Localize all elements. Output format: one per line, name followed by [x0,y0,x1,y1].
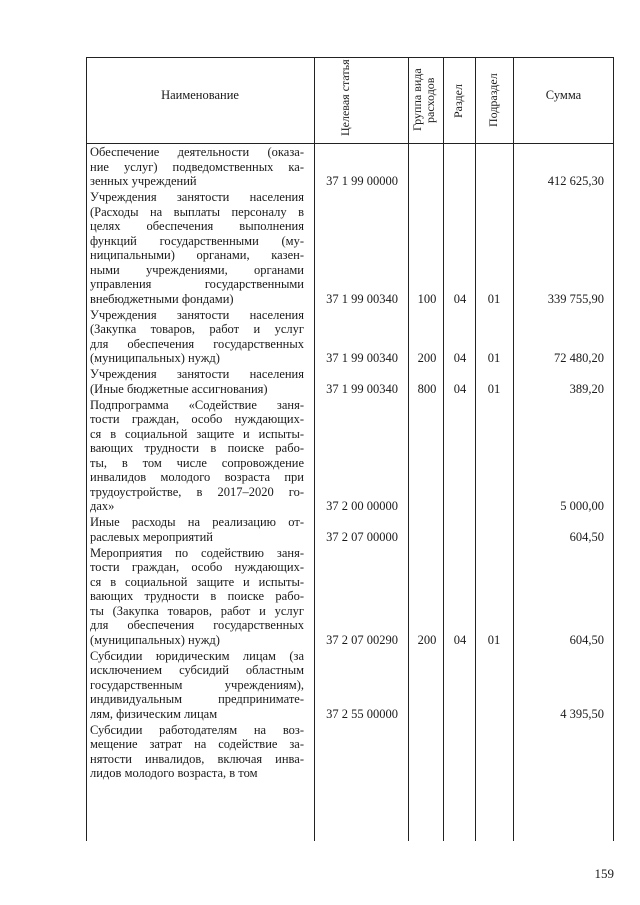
row-name-line: трудоустройстве, в 2017–2020 го- [90,484,304,499]
row-name [90,546,304,648]
header-group [411,60,441,140]
row-name [90,367,304,396]
row-sum: 4 395,50 [560,706,604,721]
row-name-line: зенных учреждений [90,174,197,188]
header-sum: Сумма [545,88,582,102]
row-name-line: вающих трудности в поиске рабо- [90,441,304,455]
header-group-text: Группа вида расходов [410,68,437,132]
row-name-line: ты (Закупка товаров, работ и услуг [90,603,304,618]
row-name-line: вающих трудности в поиске рабо- [90,589,304,603]
column-divider [443,57,444,841]
row-code: 37 1 99 00340 [326,291,398,306]
row-name [90,308,304,366]
row-name-line: (муниципальных) нужд) [90,351,220,365]
row-name [90,723,304,781]
row-subsection: 01 [487,632,501,647]
row-name-line: Обеспечение деятельности (оказа- [90,145,304,159]
row-name-line: ся в социальной защите и испыты- [90,574,304,589]
header-subsection: Подраздел [486,73,500,127]
row-name-line: (Иные бюджетные ассигнования) [90,381,268,396]
header-section: Раздел [451,84,465,118]
row-name-line: лям, физическим лицам [90,706,218,721]
row-sum: 5 000,00 [560,499,604,513]
row-name-line: Иные расходы на реализацию от- [90,515,304,529]
row-name-line: Мероприятия по содействию заня- [90,545,304,560]
row-code: 37 2 55 00000 [326,706,398,721]
page-number: 159 [594,866,614,881]
row-subsection: 01 [487,351,501,365]
row-name-line: ты, в том числе сопровождение [90,455,304,470]
row-name-line: тости граждан, особо нуждающих- [90,412,304,426]
row-name-line: Учреждения занятости населения [90,307,304,322]
row-name-line: (муниципальных) нужд) [90,632,220,647]
row-name-line: тости граждан, особо нуждающих- [90,560,304,574]
header-code: Целевая статья [338,59,352,136]
header-name: Наименование [161,88,239,102]
row-sum: 604,50 [569,529,604,544]
row-name-line: Учреждения занятости населения [90,367,304,381]
row-group: 800 [417,381,437,396]
column-divider [475,57,476,841]
row-name-line: исключением субсидий областным [90,663,304,677]
column-divider [513,57,514,841]
row-name-line: Учреждения занятости населения [90,190,304,204]
row-name-line: инвалидов молодого возраста при [90,470,304,484]
row-section: 04 [453,291,467,306]
row-name-line: функций государственными (му- [90,233,304,248]
row-code: 37 1 99 00340 [326,351,398,365]
row-name-line: ся в социальной защите и испыты- [90,426,304,441]
row-name-line: ниципальными) органами, казен- [90,248,304,262]
row-name-line: дах» [90,499,115,513]
row-name-line: для обеспечения государственных [90,336,304,351]
row-code: 37 2 07 00290 [326,632,398,647]
row-name-line: Подпрограмма «Содействие заня- [90,397,304,412]
header-divider [86,143,614,144]
row-name [90,398,304,514]
row-name-line: Субсидии юридическим лицам (за [90,648,304,663]
row-name-line: целях обеспечения выполнения [90,219,304,233]
row-name-line: Субсидии работодателям на воз- [90,722,304,737]
column-divider [408,57,409,841]
row-sum: 604,50 [569,632,604,647]
row-name-line: ными учреждениями, органами [90,262,304,277]
row-name-line: ние услуг) подведомственных ка- [90,159,304,174]
row-name-line: управления государственными [90,277,304,291]
row-name-line: (Закупка товаров, работ и услуг [90,322,304,336]
row-sum: 72 480,20 [554,351,604,365]
row-name [90,190,304,306]
row-section: 04 [453,381,467,396]
row-name-line: раслевых мероприятий [90,529,213,544]
row-sum: 389,20 [569,381,604,396]
row-code: 37 1 99 00000 [326,174,398,188]
row-code: 37 2 07 00000 [326,529,398,544]
row-name-line: нятости инвалидов, включая инва- [90,751,304,766]
column-divider [314,57,315,841]
row-code: 37 2 00 00000 [326,499,398,513]
row-sum: 412 625,30 [547,174,604,188]
row-name-line: индивидуальным предпринимате- [90,692,304,706]
row-name-line: внебюджетными фондами) [90,291,234,306]
row-section: 04 [453,632,467,647]
row-name [90,649,304,722]
row-group: 100 [417,291,437,306]
row-name-line: лидов молодого возраста, в том [90,766,258,780]
row-name-line: (Расходы на выплаты персоналу в [90,204,304,219]
row-group: 200 [417,632,437,647]
row-name-line: государственным учреждениям), [90,677,304,692]
row-name-line: мещение затрат на содействие за- [90,737,304,751]
row-code: 37 1 99 00340 [326,381,398,396]
row-name [90,145,304,189]
row-name-line: для обеспечения государственных [90,618,304,632]
row-group: 200 [417,351,437,365]
row-name [90,515,304,544]
row-section: 04 [453,351,467,365]
row-subsection: 01 [487,291,501,306]
row-sum: 339 755,90 [547,291,604,306]
row-subsection: 01 [487,381,501,396]
